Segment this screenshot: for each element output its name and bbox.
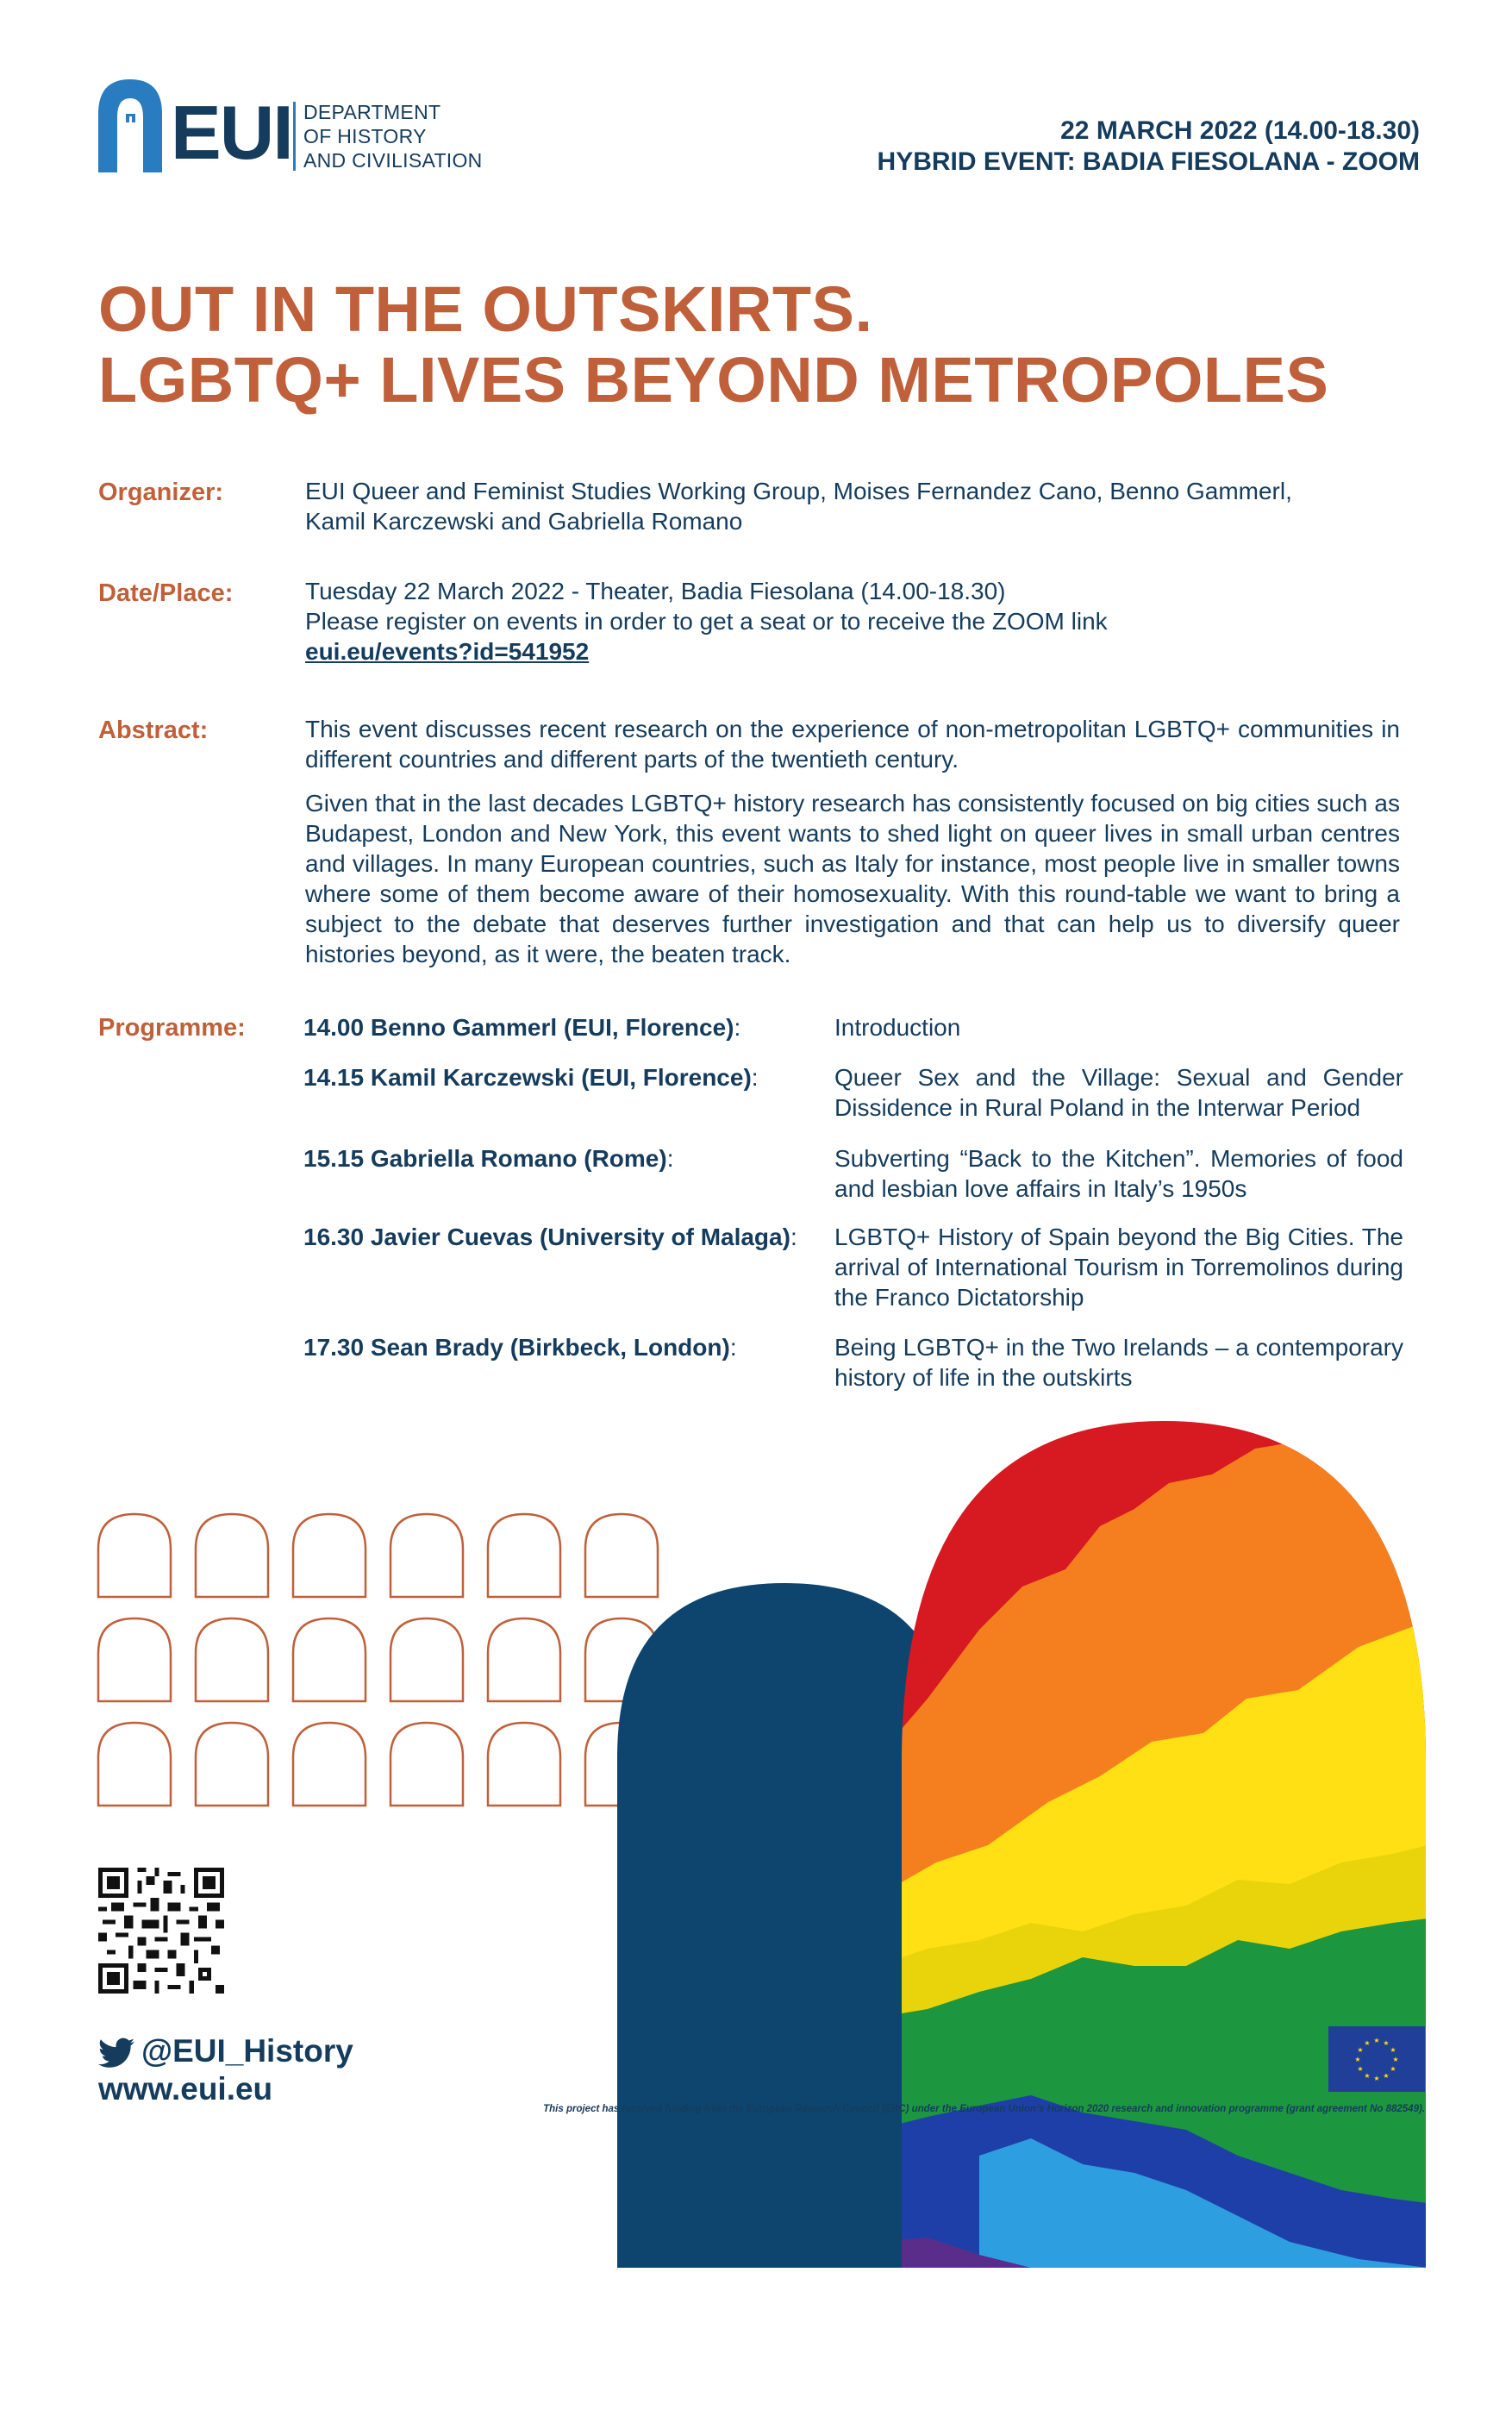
svg-text:★: ★	[1364, 2039, 1371, 2047]
speaker-name: 14.15 Kamil Karczewski (EUI, Florence)	[303, 1064, 752, 1091]
svg-text:★: ★	[1357, 2046, 1364, 2054]
speaker-name: 16.30 Javier Cuevas (University of Malaga)	[303, 1224, 790, 1250]
speaker-colon: :	[666, 1145, 674, 1172]
title-line-1: OUT IN THE OUTSKIRTS.	[98, 273, 873, 345]
organizer-line: EUI Queer and Feminist Studies Working Group, Moises Fernandez Cano, Benno Gammerl,	[305, 478, 1292, 504]
organizer-content	[305, 476, 1400, 536]
svg-text:★: ★	[1373, 2075, 1380, 2082]
programme-talk: Introduction	[834, 1014, 961, 1041]
programme-talk: Being LGBTQ+ in the Two Irelands – a contemporary history of life in the outskirts	[834, 1334, 1403, 1391]
organizer-label: Organizer:	[98, 479, 224, 506]
speaker-colon: :	[790, 1224, 797, 1250]
arch-pattern	[97, 1512, 665, 1857]
speaker-name: 17.30 Sean Brady (Birkbeck, London)	[303, 1334, 730, 1361]
svg-text:★: ★	[1383, 2039, 1390, 2047]
event-registration-link[interactable]: eui.eu/events?id=541952	[305, 638, 590, 665]
date-place-line: Please register on events in order to get a seat or to receive the ZOOM link	[305, 608, 1108, 635]
svg-text:★: ★	[1392, 2056, 1399, 2063]
page-title	[98, 274, 1328, 416]
twitter-handle-text: @EUI_History	[141, 2033, 353, 2069]
date-place-label: Date/Place:	[98, 579, 234, 607]
speaker-colon: :	[734, 1014, 741, 1041]
event-date-block	[878, 116, 1420, 178]
abstract-label: Abstract:	[98, 717, 209, 744]
twitter-icon	[98, 2038, 134, 2069]
event-venue: HYBRID EVENT: BADIA FIESOLANA - ZOOM	[877, 147, 1420, 176]
abstract-content	[305, 714, 1400, 983]
arch-illustration	[617, 1414, 1426, 2406]
svg-text:★: ★	[1390, 2065, 1396, 2073]
speaker-colon: :	[729, 1334, 737, 1361]
programme-speaker	[303, 1222, 821, 1252]
rainbow-arch-graphic	[617, 1414, 1426, 2406]
speaker-name: 15.15 Gabriella Romano (Rome)	[303, 1145, 667, 1172]
organizer-line: Kamil Karczewski and Gabriella Romano	[305, 508, 743, 535]
svg-text:★: ★	[1357, 2065, 1364, 2073]
svg-text:★: ★	[1390, 2046, 1396, 2054]
programme-talk: LGBTQ+ History of Spain beyond the Big Cities. The arrival of International Tourism in Torremolinos during the Franco Dictatorship	[834, 1224, 1403, 1311]
eu-flag	[1328, 2026, 1425, 2092]
programme-speaker	[303, 1143, 821, 1174]
speaker-colon: :	[751, 1064, 759, 1091]
abstract-paragraph: This event discusses recent research on the experience of non-metropolitan LGBTQ+ communities in different countries and different parts of the twentieth century.	[305, 716, 1400, 773]
svg-text:★: ★	[1354, 2056, 1361, 2063]
svg-text:★: ★	[1373, 2037, 1380, 2044]
svg-text:★: ★	[1383, 2072, 1390, 2080]
department-name: DEPARTMENT OF HISTORY AND CIVILISATION	[303, 101, 483, 172]
title-line-2: LGBTQ+ LIVES BEYOND METROPOLES	[98, 344, 1329, 416]
programme-talk: Subverting “Back to the Kitchen”. Memories of food and lesbian love affairs in Italy’s 1950s	[834, 1145, 1403, 1202]
website-link[interactable]: www.eui.eu	[98, 2071, 273, 2106]
programme-speaker	[303, 1062, 821, 1092]
logo-divider	[293, 102, 296, 171]
eu-flag-icon	[1328, 2026, 1425, 2092]
abstract-paragraph: Given that in the last decades LGBTQ+ history research has consistently focused on big cities such as Budapest, London and New York, this event wants to shed light on queer lives in small urban centres and villages. In many European countries, such as Italy for instance, most people live in smaller towns where some of them become aware of their homosexuality. With this round-table we want to bring a subject to the debate that deserves further investigation and that can help us to diversify queer histories beyond, as it were, the beaten track.	[305, 790, 1400, 967]
programme-speaker	[303, 1012, 821, 1042]
qr-code-icon	[98, 1868, 224, 1994]
programme-label: Programme:	[98, 1014, 246, 1042]
funding-note: This project has received funding from the European Research Council (ERC) under the European Union’s Horizon 2020 research and innovation programme (grant agreement No 882549).	[543, 2104, 1425, 2114]
twitter-handle[interactable]	[98, 2033, 353, 2069]
arch-pattern-graphic	[97, 1512, 665, 1857]
date-place-line: Tuesday 22 March 2022 - Theater, Badia Fiesolana (14.00-18.30)	[305, 578, 1006, 604]
event-date: 22 MARCH 2022 (14.00-18.30)	[1060, 116, 1420, 145]
svg-text:★: ★	[1364, 2072, 1371, 2080]
logo-wordmark: EUI	[171, 90, 292, 175]
programme-talk: Queer Sex and the Village: Sexual and Gender Dissidence in Rural Poland in the Interwar Period	[834, 1064, 1403, 1121]
programme-speaker	[303, 1332, 821, 1362]
eui-logo	[98, 79, 495, 176]
speaker-name: 14.00 Benno Gammerl (EUI, Florence)	[303, 1014, 734, 1041]
date-place-content	[305, 576, 1400, 667]
qr-code[interactable]	[98, 1868, 224, 1994]
